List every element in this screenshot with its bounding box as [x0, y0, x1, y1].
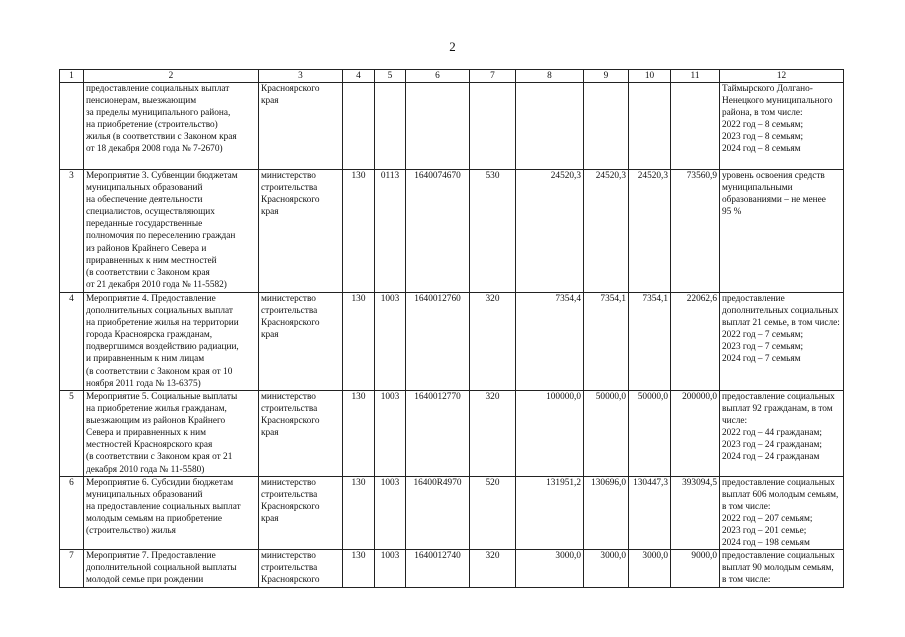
column-header: 3 [259, 70, 343, 83]
result-line: 2022 год – 8 семьям; [722, 120, 804, 131]
column-header: 11 [671, 70, 720, 83]
column-header: 1 [60, 70, 84, 83]
amount-cell: 7354,1 [629, 293, 671, 391]
org-line: министерство [261, 551, 316, 562]
org-line: министерство [261, 477, 316, 488]
desc-line: Мероприятие 7. Предоставление [86, 551, 216, 562]
desc-line: на приобретение жилья гражданам, [86, 404, 227, 415]
desc-line: города Красноярска гражданам, [86, 330, 213, 341]
amount-cell: 3000,0 [584, 550, 629, 587]
desc-line: молодой семье при рождении [86, 575, 204, 586]
amount-cell: 100000,0 [516, 391, 584, 477]
code-cell [343, 83, 375, 170]
result-line: выплат 21 семье, в том числе: [722, 318, 840, 329]
code-cell: 1640074670 [406, 170, 470, 293]
desc-line: (в соответствии с Законом края [86, 267, 210, 278]
desc-line: жилья (в соответствии с Законом края [86, 132, 237, 143]
expected-result-cell [720, 293, 844, 391]
code-cell: 130 [343, 550, 375, 587]
code-cell: 0113 [375, 170, 406, 293]
result-line: предоставление социальных [722, 477, 835, 488]
code-cell: 130 [343, 391, 375, 477]
row-number-cell [60, 83, 84, 170]
expected-result-cell [720, 391, 844, 477]
code-cell: 1003 [375, 476, 406, 550]
result-line: района, в том числе: [722, 108, 803, 119]
total-amount-cell: 73560,9 [671, 170, 720, 293]
desc-line: (в соответствии с Законом края от 10 [86, 366, 233, 377]
result-line: 2024 год – 8 семьям [722, 144, 801, 155]
expected-result-cell [720, 170, 844, 293]
expected-result-cell [720, 83, 844, 170]
result-line: предоставление социальных [722, 551, 835, 562]
row-number-cell: 5 [60, 391, 84, 477]
result-line: выплат 92 гражданам, в том [722, 404, 833, 415]
desc-line: за пределы муниципального района, [86, 108, 231, 119]
desc-line: на приобретение (строительство) [86, 120, 218, 131]
amount-cell: 3000,0 [516, 550, 584, 587]
column-header: 5 [375, 70, 406, 83]
column-header: 6 [406, 70, 470, 83]
code-cell: 1003 [375, 550, 406, 587]
code-cell: 1003 [375, 391, 406, 477]
org-line: строительства [261, 489, 318, 500]
result-line: в том числе: [722, 575, 771, 586]
activity-description-cell [84, 550, 259, 587]
amount-cell: 3000,0 [629, 550, 671, 587]
table-row [60, 391, 844, 477]
result-line: 2023 год – 24 гражданам; [722, 440, 822, 451]
desc-line: от 21 декабря 2010 года № 11-5582) [86, 279, 227, 290]
desc-line: на обеспечение деятельности [86, 195, 203, 206]
expected-result-cell [720, 476, 844, 550]
org-line: края [261, 207, 279, 218]
amount-cell: 50000,0 [584, 391, 629, 477]
activity-description-cell [84, 293, 259, 391]
result-line: 2024 год – 198 семьям [722, 538, 810, 549]
total-amount-cell: 393094,5 [671, 476, 720, 550]
result-line: выплат 606 молодым семьям, [722, 489, 839, 500]
desc-line: пенсионерам, выезжающим [86, 96, 197, 107]
amount-cell: 130447,3 [629, 476, 671, 550]
desc-line: приравненных к ним местностей [86, 255, 217, 266]
row-number-cell: 7 [60, 550, 84, 587]
code-cell: 320 [470, 293, 516, 391]
org-line: Красноярского [261, 575, 320, 586]
amount-cell [584, 83, 629, 170]
desc-line: Мероприятие 3. Субвенции бюджетам [86, 171, 238, 181]
desc-line: подвергшимся воздействию радиации, [86, 342, 239, 353]
responsible-org-cell [259, 550, 343, 587]
row-number-cell: 6 [60, 476, 84, 550]
amount-cell: 24520,3 [584, 170, 629, 293]
code-cell [375, 83, 406, 170]
code-cell: 130 [343, 293, 375, 391]
desc-line: (строительство) жилья [86, 526, 176, 537]
result-line: дополнительных социальных [722, 306, 839, 317]
code-cell: 1640012760 [406, 293, 470, 391]
org-line: министерство [261, 171, 316, 181]
table-row [60, 170, 844, 293]
desc-line: на приобретение жилья на территории [86, 318, 239, 329]
org-line: министерство [261, 392, 316, 402]
column-header: 12 [720, 70, 844, 83]
result-line: предоставление социальных [722, 392, 835, 402]
table-row [60, 293, 844, 391]
table-row [60, 550, 844, 587]
amount-cell: 24520,3 [516, 170, 584, 293]
org-line: Красноярского [261, 501, 320, 512]
responsible-org-cell [259, 293, 343, 391]
result-line: выплат 90 молодым семьям, [722, 563, 834, 574]
org-line: края [261, 428, 279, 439]
desc-line: переданные государственные [86, 219, 203, 230]
total-amount-cell: 200000,0 [671, 391, 720, 477]
responsible-org-cell [259, 476, 343, 550]
code-cell: 1640012740 [406, 550, 470, 587]
amount-cell: 24520,3 [629, 170, 671, 293]
result-line: муниципальными [722, 183, 793, 194]
responsible-org-cell [259, 83, 343, 170]
desc-line: ноября 2011 года № 13-6375) [86, 378, 201, 389]
expected-result-cell [720, 550, 844, 587]
result-line: 2023 год – 7 семьям; [722, 342, 804, 353]
code-cell: 1003 [375, 293, 406, 391]
result-line: образованиями – не менее [722, 195, 826, 206]
org-line: Красноярского [261, 84, 320, 94]
desc-line: предоставление социальных выплат [86, 84, 230, 94]
desc-line: декабря 2010 года № 11-5580) [86, 464, 205, 475]
org-line: края [261, 513, 279, 524]
amount-cell: 131951,2 [516, 476, 584, 550]
code-cell: 530 [470, 170, 516, 293]
column-header: 2 [84, 70, 259, 83]
code-cell [470, 83, 516, 170]
result-line: 2023 год – 8 семьям; [722, 132, 804, 143]
desc-line: муниципальных образований [86, 183, 203, 194]
desc-line: (в соответствии с Законом края от 21 [86, 452, 233, 463]
table-row [60, 83, 844, 170]
column-header: 8 [516, 70, 584, 83]
row-number-cell: 4 [60, 293, 84, 391]
amount-cell: 7354,1 [584, 293, 629, 391]
activity-description-cell [84, 391, 259, 477]
result-line: уровень освоения средств [722, 171, 825, 181]
result-line: предоставление [722, 294, 785, 304]
result-line: 2024 год – 24 гражданам [722, 452, 820, 463]
code-cell: 130 [343, 476, 375, 550]
result-line: 2023 год – 201 семье; [722, 526, 807, 537]
result-line: Ненецкого муниципального [722, 96, 833, 107]
amount-cell [629, 83, 671, 170]
org-line: края [261, 96, 279, 107]
page-number: 2 [449, 39, 456, 54]
column-number-row [60, 70, 844, 83]
column-header: 10 [629, 70, 671, 83]
org-line: строительства [261, 404, 318, 415]
desc-line: дополнительных социальных выплат [86, 306, 233, 317]
desc-line: муниципальных образований [86, 489, 203, 500]
desc-line: на предоставление социальных выплат [86, 501, 241, 512]
desc-line: из районов Крайнего Севера и [86, 243, 207, 254]
desc-line: Мероприятие 6. Субсидии бюджетам [86, 477, 234, 488]
activity-description-cell [84, 476, 259, 550]
code-cell: 320 [470, 391, 516, 477]
desc-line: молодым семьям на приобретение [86, 513, 223, 524]
responsible-org-cell [259, 170, 343, 293]
code-cell: 1640012770 [406, 391, 470, 477]
desc-line: дополнительной социальной выплаты [86, 563, 237, 574]
org-line: строительства [261, 183, 318, 194]
desc-line: и приравненным к ним лицам [86, 354, 205, 365]
org-line: края [261, 330, 279, 341]
column-header: 7 [470, 70, 516, 83]
total-amount-cell: 9000,0 [671, 550, 720, 587]
desc-line: от 18 декабря 2008 года № 7-2670) [86, 144, 223, 155]
desc-line: специалистов, осуществляющих [86, 207, 215, 218]
org-line: Красноярского [261, 416, 320, 427]
code-cell: 16400R4970 [406, 476, 470, 550]
desc-line: Мероприятие 4. Предоставление [86, 294, 216, 304]
activity-description-cell [84, 170, 259, 293]
org-line: строительства [261, 563, 318, 574]
desc-line: полномочия по переселению граждан [86, 231, 236, 242]
desc-line: Севера и приравненных к ним [86, 428, 207, 439]
org-line: министерство [261, 294, 316, 304]
desc-line: выезжающим из районов Крайнего [86, 416, 226, 427]
result-line: 2022 год – 207 семьям; [722, 513, 813, 524]
table-row [60, 476, 844, 550]
table-body [60, 70, 844, 588]
total-amount-cell: 22062,6 [671, 293, 720, 391]
result-line: 95 % [722, 207, 742, 218]
program-activities-table [59, 69, 844, 588]
amount-cell [516, 83, 584, 170]
total-amount-cell [671, 83, 720, 170]
activity-description-cell [84, 83, 259, 170]
desc-line: Мероприятие 5. Социальные выплаты [86, 392, 238, 402]
org-line: Красноярского [261, 318, 320, 329]
result-line: Таймырского Долгано- [722, 84, 813, 94]
result-line: числе: [722, 416, 748, 427]
column-header: 4 [343, 70, 375, 83]
amount-cell: 7354,4 [516, 293, 584, 391]
code-cell [406, 83, 470, 170]
org-line: строительства [261, 306, 318, 317]
org-line: Красноярского [261, 195, 320, 206]
result-line: 2022 год – 7 семьям; [722, 330, 804, 341]
code-cell: 320 [470, 550, 516, 587]
amount-cell: 50000,0 [629, 391, 671, 477]
result-line: в том числе: [722, 501, 771, 512]
column-header: 9 [584, 70, 629, 83]
row-number-cell: 3 [60, 170, 84, 293]
desc-line: местностей Красноярского края [86, 440, 213, 451]
result-line: 2022 год – 44 гражданам; [722, 428, 822, 439]
code-cell: 520 [470, 476, 516, 550]
amount-cell: 130696,0 [584, 476, 629, 550]
result-line: 2024 год – 7 семьям [722, 354, 801, 365]
responsible-org-cell [259, 391, 343, 477]
code-cell: 130 [343, 170, 375, 293]
